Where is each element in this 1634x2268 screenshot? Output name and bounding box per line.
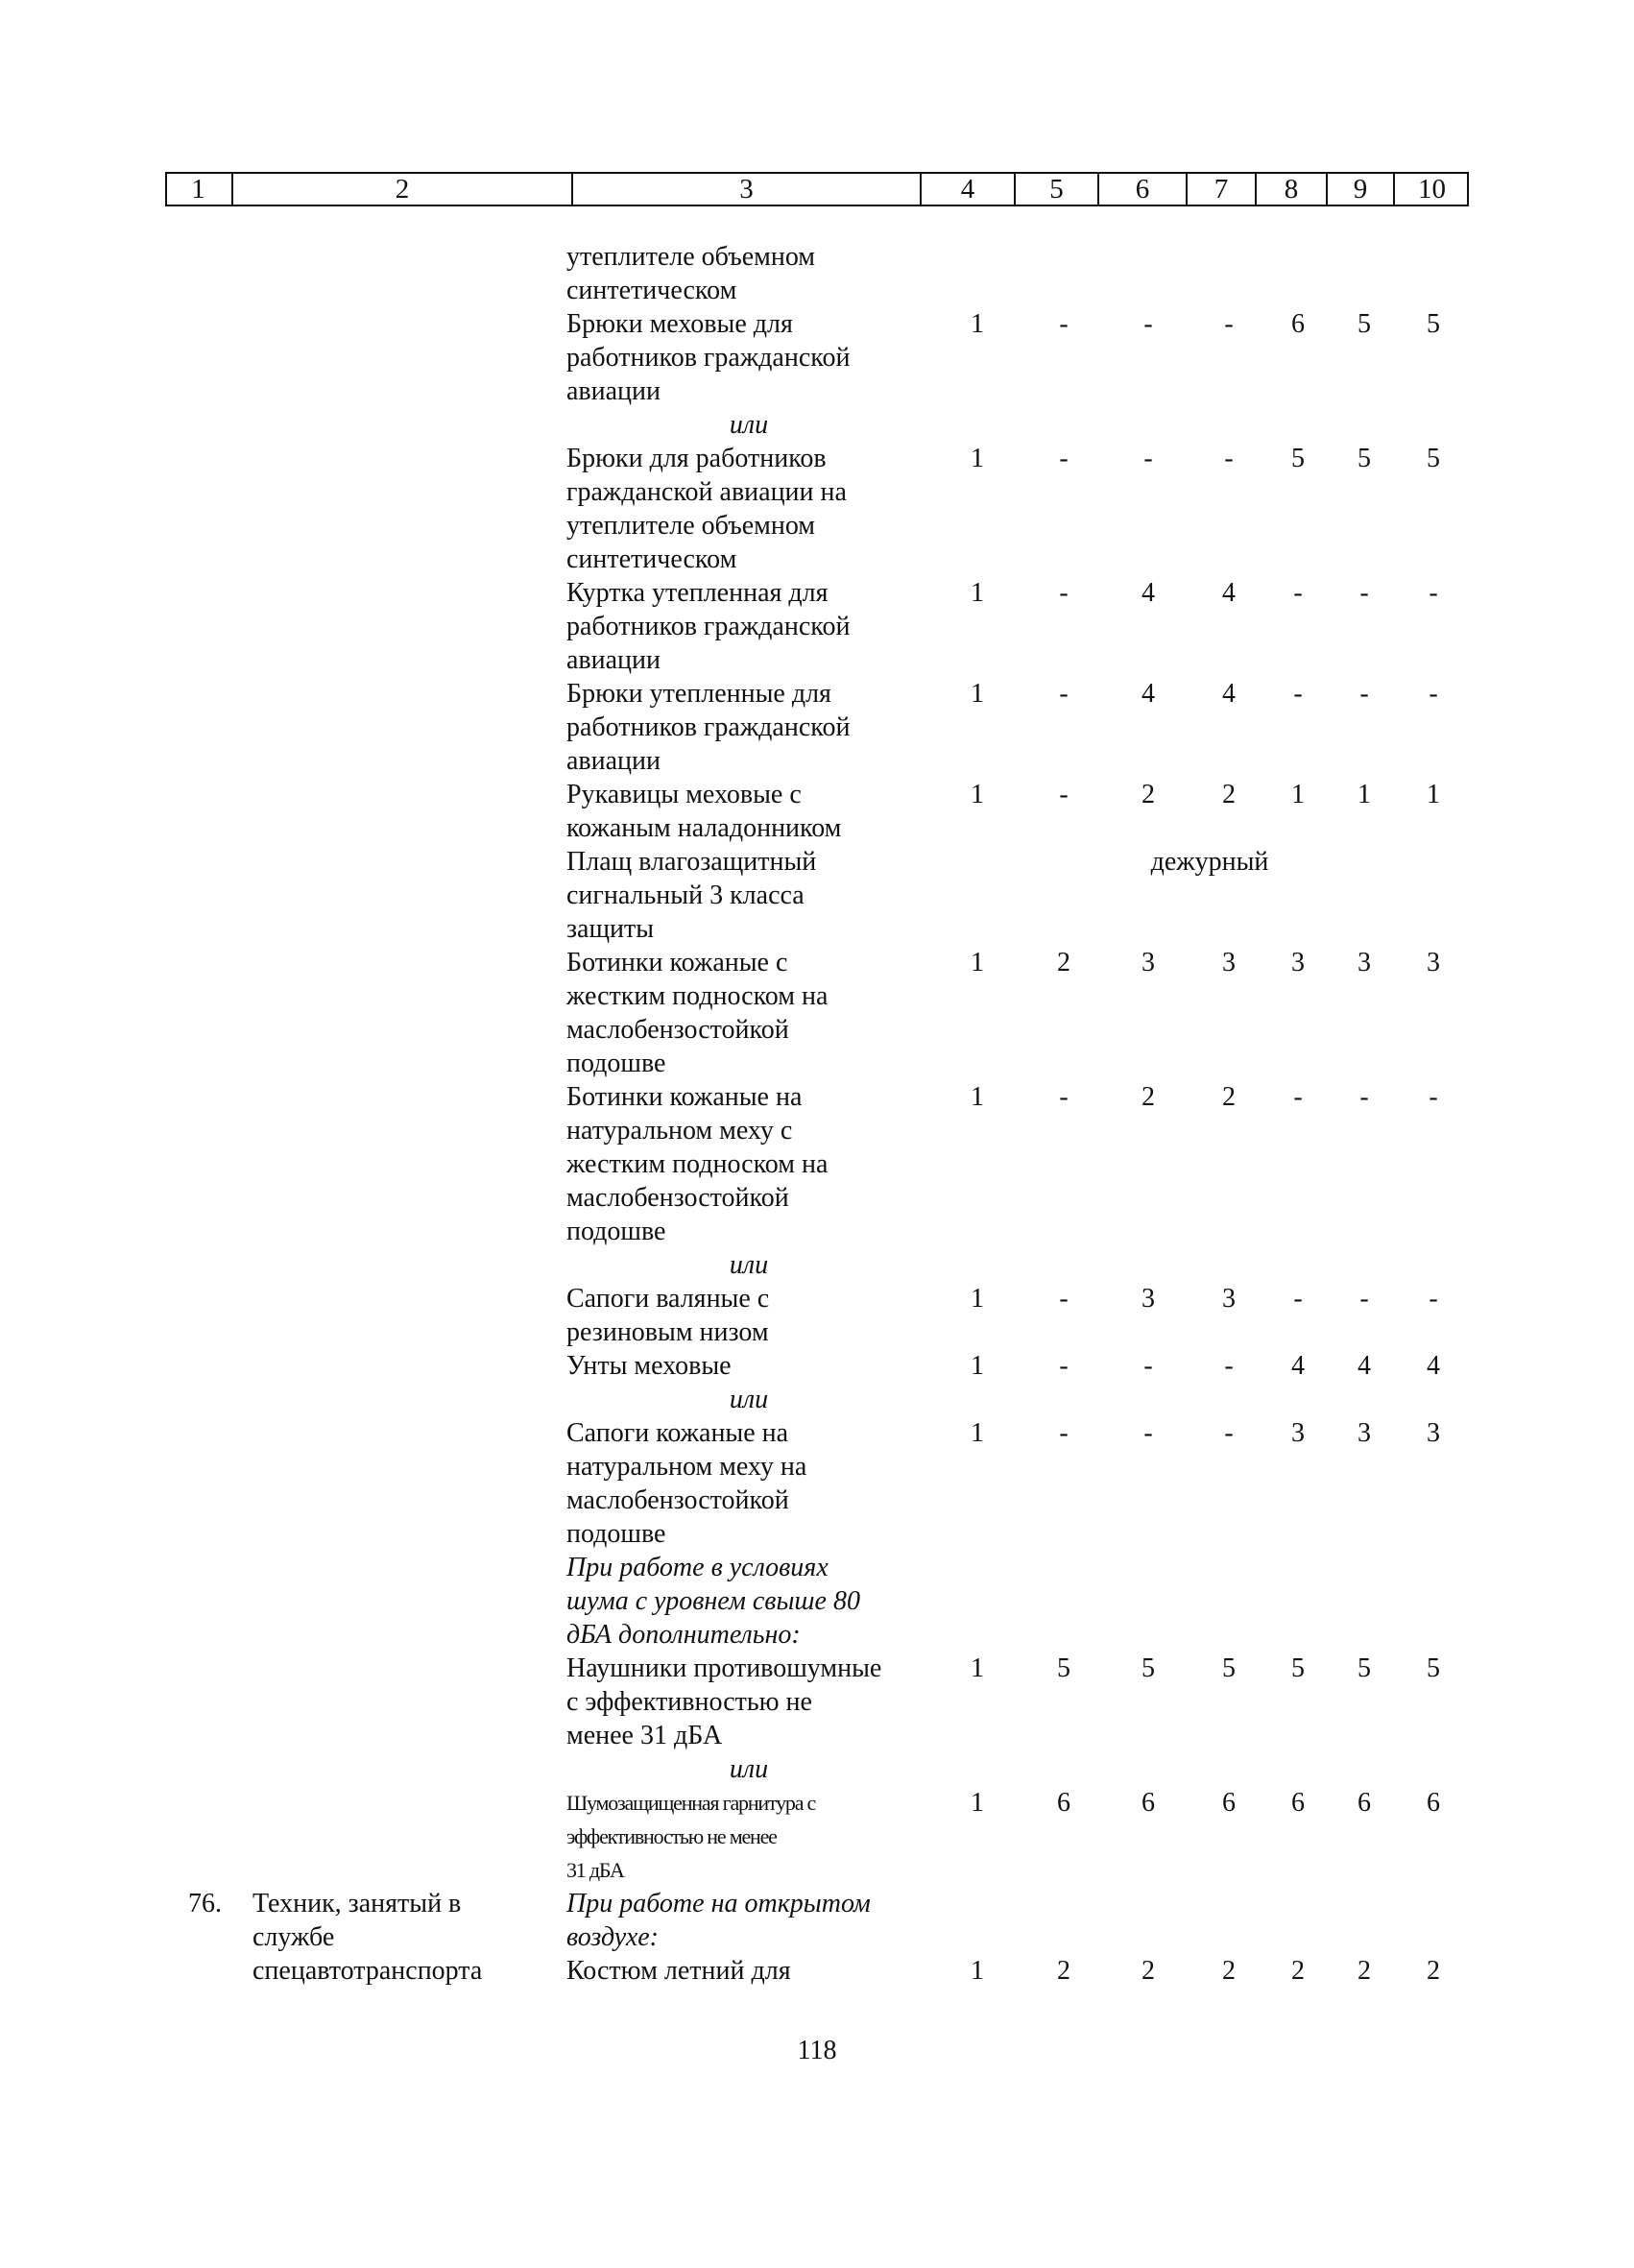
header-col-1: 1: [165, 174, 233, 205]
value-col-10: 4: [1427, 1351, 1440, 1381]
value-col-8: 2: [1291, 1956, 1305, 1986]
value-col-6: 3: [1141, 948, 1155, 977]
value-col-8: -: [1293, 679, 1303, 709]
value-col-9: 1: [1358, 780, 1371, 809]
value-col-9: 3: [1358, 948, 1371, 977]
value-col-6: 3: [1141, 1284, 1155, 1314]
value-col-5: 6: [1057, 1788, 1070, 1818]
value-col-8: 1: [1291, 780, 1305, 809]
value-col-6: 5: [1141, 1653, 1155, 1683]
value-col-9: -: [1359, 1284, 1369, 1314]
value-col-7: 4: [1222, 578, 1236, 608]
value-col-5: -: [1059, 1418, 1069, 1448]
value-col-4: 1: [971, 679, 984, 709]
value-col-7: 2: [1222, 1082, 1236, 1112]
value-col-8: 3: [1291, 1418, 1305, 1448]
item-name: Сапоги кожаные на натуральном меху на маслобензостойкой подошве: [566, 1418, 807, 1549]
header-col-2: 2: [233, 174, 573, 205]
value-col-10: 5: [1427, 444, 1440, 473]
value-col-6: 2: [1141, 780, 1155, 809]
separator-text: или: [729, 1754, 769, 1784]
value-col-5: -: [1059, 1284, 1069, 1314]
item-name: Сапоги валяные с резиновым низом: [566, 1284, 770, 1347]
value-col-7: 2: [1222, 780, 1236, 809]
value-col-8: 6: [1291, 1788, 1305, 1818]
value-col-7: 5: [1222, 1653, 1236, 1683]
header-col-10: 10: [1418, 174, 1446, 205]
value-col-7: -: [1224, 309, 1234, 339]
value-col-10: 3: [1427, 948, 1440, 977]
value-col-5: 5: [1057, 1653, 1070, 1683]
value-col-10: 3: [1427, 1418, 1440, 1448]
value-col-5: -: [1059, 780, 1069, 809]
value-col-5: 2: [1057, 1956, 1070, 1986]
value-col-6: 4: [1141, 679, 1155, 709]
item-name: Брюки меховые для работников гражданской авиации: [566, 309, 851, 406]
value-col-8: 5: [1291, 1653, 1305, 1683]
header-col-3: 3: [573, 174, 922, 205]
value-col-8: 4: [1291, 1351, 1305, 1381]
item-name: Унты меховые: [566, 1351, 732, 1381]
header-col-4: 4: [922, 174, 1016, 205]
value-col-7: -: [1224, 1418, 1234, 1448]
value-col-10: 5: [1427, 1653, 1440, 1683]
value-col-4: 1: [971, 1082, 984, 1112]
value-col-6: 6: [1141, 1788, 1155, 1818]
value-col-6: 2: [1141, 1956, 1155, 1986]
value-col-10: 2: [1427, 1956, 1440, 1986]
value-col-8: 6: [1291, 309, 1305, 339]
item-name: Брюки для работников гражданской авиации на утеплителе объемном синтетическом: [566, 444, 847, 574]
value-col-6: 4: [1141, 578, 1155, 608]
item-name: Ботинки кожаные на натуральном меху с жестким подноском на маслобензостойкой подошве: [566, 1082, 829, 1246]
value-col-4: 1: [971, 780, 984, 809]
value-col-10: -: [1429, 1284, 1438, 1314]
value-col-7: 3: [1222, 1284, 1236, 1314]
item-number: 76.: [188, 1889, 222, 1918]
value-col-10: 1: [1427, 780, 1440, 809]
value-col-5: -: [1059, 679, 1069, 709]
value-col-4: 1: [971, 1788, 984, 1818]
item-name: Наушники противошумные с эффективностью не менее 31 дБА: [566, 1653, 882, 1750]
value-col-10: -: [1429, 1082, 1438, 1112]
value-col-6: 2: [1141, 1082, 1155, 1112]
value-col-9: -: [1359, 578, 1369, 608]
value-col-10: 5: [1427, 309, 1440, 339]
value-col-6: -: [1143, 444, 1153, 473]
value-col-9: -: [1359, 1082, 1369, 1112]
value-col-10: -: [1429, 679, 1438, 709]
item-name: Шумозащищенная гарнитура с эффективностью не менее 31 дБА: [566, 1791, 816, 1882]
item-name: Брюки утепленные для работников гражданской авиации: [566, 679, 851, 776]
condition-note: При работе на открытом воздухе:: [566, 1889, 871, 1952]
item-name: Плащ влагозащитный сигнальный 3 класса защиты: [566, 847, 817, 944]
value-col-4: 1: [971, 1956, 984, 1986]
value-col-10: -: [1429, 578, 1438, 608]
value-col-4: 1: [971, 1284, 984, 1314]
item-name: Костюм летний для: [566, 1956, 791, 1986]
header-col-6: 6: [1099, 174, 1188, 205]
value-col-9: -: [1359, 679, 1369, 709]
header-col-5: 5: [1016, 174, 1099, 205]
value-col-6: -: [1143, 1418, 1153, 1448]
value-col-7: 3: [1222, 948, 1236, 977]
value-col-4: 1: [971, 444, 984, 473]
value-col-7: 2: [1222, 1956, 1236, 1986]
value-col-5: 2: [1057, 948, 1070, 977]
separator-text: или: [729, 1385, 769, 1414]
value-col-5: -: [1059, 578, 1069, 608]
value-col-7: -: [1224, 444, 1234, 473]
value-col-7: 4: [1222, 679, 1236, 709]
separator-text: или: [729, 1250, 769, 1280]
value-col-5: -: [1059, 444, 1069, 473]
column-number-header: [165, 172, 1469, 206]
condition-note: При работе в условиях шума с уровнем свыше 80 дБА дополнительно:: [566, 1553, 860, 1650]
value-col-4: 1: [971, 948, 984, 977]
page-number: 118: [797, 2036, 837, 2065]
header-col-7: 7: [1188, 174, 1257, 205]
separator-text: или: [729, 410, 769, 440]
value-col-9: 2: [1358, 1956, 1371, 1986]
profession-name: Техник, занятый в службе спецавтотранспорта: [252, 1889, 483, 1986]
value-col-9: 5: [1358, 1653, 1371, 1683]
value-col-8: 5: [1291, 444, 1305, 473]
value-col-7: -: [1224, 1351, 1234, 1381]
value-col-6: -: [1143, 1351, 1153, 1381]
item-name: Рукавицы меховые с кожаным наладонником: [566, 780, 842, 843]
value-col-5: -: [1059, 309, 1069, 339]
value-col-4: 1: [971, 578, 984, 608]
value-col-8: 3: [1291, 948, 1305, 977]
value-col-8: -: [1293, 578, 1303, 608]
value-col-9: 5: [1358, 309, 1371, 339]
value-col-9: 6: [1358, 1788, 1371, 1818]
item-name: Куртка утепленная для работников гражданской авиации: [566, 578, 851, 675]
value-col-10: 6: [1427, 1788, 1440, 1818]
value-col-4: 1: [971, 1418, 984, 1448]
value-col-8: -: [1293, 1284, 1303, 1314]
value-col-6: -: [1143, 309, 1153, 339]
value-col-9: 3: [1358, 1418, 1371, 1448]
item-name: Ботинки кожаные с жестким подноском на маслобензостойкой подошве: [566, 948, 829, 1078]
spanning-note: дежурный: [1150, 847, 1269, 877]
value-col-9: 4: [1358, 1351, 1371, 1381]
value-col-4: 1: [971, 1351, 984, 1381]
value-col-4: 1: [971, 1653, 984, 1683]
value-col-9: 5: [1358, 444, 1371, 473]
value-col-5: -: [1059, 1351, 1069, 1381]
value-col-4: 1: [971, 309, 984, 339]
value-col-5: -: [1059, 1082, 1069, 1112]
header-col-9: 9: [1328, 174, 1395, 205]
item-name: утеплителе объемном синтетическом: [566, 242, 816, 305]
value-col-8: -: [1293, 1082, 1303, 1112]
header-col-8: 8: [1257, 174, 1328, 205]
value-col-7: 6: [1222, 1788, 1236, 1818]
